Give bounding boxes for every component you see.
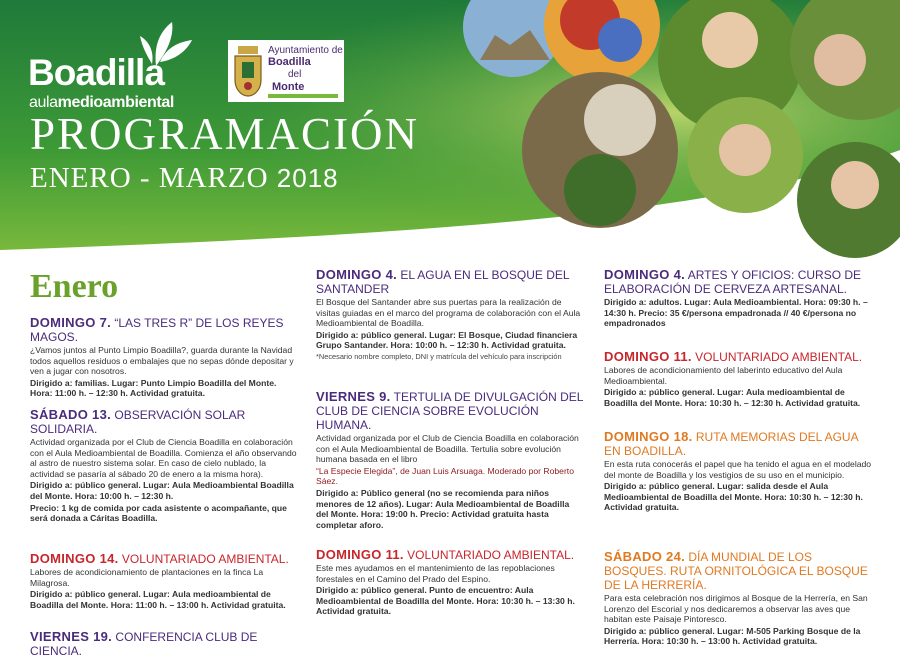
event-title: VOLUNTARIADO AMBIENTAL. xyxy=(121,552,289,566)
event-date: DOMINGO 4. xyxy=(316,267,398,282)
event-description: En esta ruta conocerás el papel que ha tenido el agua en el modelado del monte de Boadilla y los vestigios de su uso en el municipio. xyxy=(604,459,872,480)
event-heading xyxy=(30,408,298,436)
subtitle-year: 2018 xyxy=(276,163,339,193)
event-date: DOMINGO 11. xyxy=(604,349,692,364)
event-date: DOMINGO 14. xyxy=(30,551,119,566)
logo-wordmark: Boadilla xyxy=(28,52,164,93)
event-info: Dirigido a: público general. Lugar: salida desde el Aula Medioambiental de Boadilla del Monte. Hora: 10:30 h. – 12:30 h. Actividad gratuita. xyxy=(604,481,863,513)
event-title: TERTULIA DE DIVULGACIÓN DEL CLUB DE CIENCIA SOBRE EVOLUCIÓN HUMANA. xyxy=(316,390,584,432)
event-title: CONFERENCIA CLUB DE CIENCIA. xyxy=(30,630,258,658)
event-description: Actividad organizada por el Club de Ciencia Boadilla en colaboración con el Aula Medioambiental de Boadilla. Tertulia sobre evolución humana basada en el libro xyxy=(316,433,579,465)
event-domingo-18 xyxy=(604,430,872,513)
event-heading xyxy=(316,548,584,562)
event-description: Labores de acondicionamiento del laberinto educativo del Aula Medioambiental. xyxy=(604,365,843,386)
event-date: DOMINGO 4. xyxy=(604,267,686,282)
event-title: VOLUNTARIADO AMBIENTAL. xyxy=(695,350,863,364)
ayto-line2: Boadilla xyxy=(268,56,311,68)
event-heading xyxy=(604,350,872,364)
event-sabado-13 xyxy=(30,408,298,524)
event-date: SÁBADO 24. xyxy=(604,549,686,564)
event-description: El Bosque del Santander abre sus puertas para la realización de visitas guiadas en el marco del programa de colaboración con el Aula Medioambiental de Boadilla. xyxy=(316,297,581,329)
event-domingo-4-cerveza xyxy=(604,268,872,329)
event-domingo-11-repoblaciones xyxy=(316,548,584,617)
subtitle-months: ENERO - MARZO xyxy=(30,162,269,194)
event-info: Dirigido a: público general. Lugar: Aula medioambiental de Boadilla del Monte. Hora: 10:30 h. – 12:30 h. Actividad gratuita. xyxy=(604,387,861,408)
event-book-reference: “La Especie Elegida”, de Juan Luis Arsuaga. Moderado por Roberto Sáez. xyxy=(316,465,574,487)
event-date: VIERNES 19. xyxy=(30,629,113,644)
event-heading xyxy=(30,552,298,566)
logo-sub-a: aula xyxy=(29,94,58,111)
event-heading xyxy=(30,630,298,658)
coat-of-arms-icon xyxy=(232,44,264,98)
ayto-accent-bar xyxy=(268,94,338,98)
ayuntamiento-logo xyxy=(228,40,344,102)
event-info: Dirigido a: público general. Lugar: El Bosque, Ciudad financiera Grupo Santander. Hora: 10:00 h. – 12:30 h. Actividad gratuita. xyxy=(316,329,578,351)
event-title: EL AGUA EN EL BOSQUE DEL SANTANDER xyxy=(316,268,570,296)
event-sabado-24 xyxy=(604,550,872,647)
event-heading xyxy=(30,316,298,344)
event-domingo-4-agua xyxy=(316,268,584,368)
event-heading xyxy=(316,390,584,432)
page-title: PROGRAMACIÓN xyxy=(30,109,420,159)
event-heading xyxy=(604,268,872,296)
event-description: Para esta celebración nos dirigimos al Bosque de la Herrería, en San Lorenzo del Escorial y nos dedicaremos a observar las aves que habitan este Paisaje Pintoresco. xyxy=(604,593,868,625)
ayto-line4: Monte xyxy=(272,81,305,93)
event-title: DÍA MUNDIAL DE LOS BOSQUES. RUTA ORNITOLÓGICA EL BOSQUE DE LA HERRERÍA. xyxy=(604,550,868,592)
event-description: ¿Vamos juntos al Punto Limpio Boadilla?, guarda durante la Navidad todos aquellos residuos o embalajes que no sepas dónde depositar y ven a jugar con nosotros. xyxy=(30,345,294,377)
event-info: Dirigido a: Público general (no se recomienda para niños menores de 12 años). Lugar: Aula Medioambiental de Boadilla del Monte. Hora: 19:00 h. Precio: Actividad gratuita hasta completar aforo. xyxy=(316,487,570,530)
event-date: DOMINGO 11. xyxy=(316,547,404,562)
event-title: RUTA MEMORIAS DEL AGUA EN BOADILLA. xyxy=(604,430,858,458)
logo-sub-b: medioambiental xyxy=(57,94,174,111)
event-heading xyxy=(604,550,872,592)
event-viernes-19 xyxy=(30,630,298,658)
event-viernes-9 xyxy=(316,390,584,530)
ayto-line1: Ayuntamiento de xyxy=(268,45,343,56)
event-domingo-14 xyxy=(30,552,298,610)
event-domingo-7 xyxy=(30,316,298,399)
event-title: OBSERVACIÓN SOLAR SOLIDARIA. xyxy=(30,408,246,436)
event-date: VIERNES 9. xyxy=(316,389,391,404)
event-title: “LAS TRES R” DE LOS REYES MAGOS. xyxy=(30,316,284,344)
event-title: ARTES Y OFICIOS: CURSO DE ELABORACIÓN DE CERVEZA ARTESANAL. xyxy=(604,268,862,296)
event-domingo-11-laberinto xyxy=(604,350,872,408)
event-title: VOLUNTARIADO AMBIENTAL. xyxy=(407,548,575,562)
event-heading xyxy=(316,268,584,296)
page-subtitle xyxy=(30,162,339,195)
event-note: *Necesario nombre completo, DNI y matrícula del vehículo para inscripción xyxy=(316,351,562,361)
event-date: SÁBADO 13. xyxy=(30,407,112,422)
event-info: Dirigido a: público general. Lugar: Aula Medioambiental Boadilla del Monte. Hora: 10:00 h. – 12:30 h. xyxy=(30,480,294,501)
header-banner xyxy=(0,0,900,262)
event-price: Precio: 1 kg de comida por cada asistente o acompañante, que será donada a Cáritas Boadilla. xyxy=(30,502,287,524)
event-heading xyxy=(604,430,872,458)
event-description: Labores de acondicionamiento de plantaciones en la finca La Milagrosa. xyxy=(30,567,264,588)
event-description: Actividad organizada por el Club de Ciencia Boadilla en colaboración con el Aula Medioambiental de Boadilla. Comienza el año observando al astro de nuestro sistema solar. En caso de cielo nublado, la actividad se pasaría al sábado 20 de enero a la misma hora). xyxy=(30,437,297,479)
event-date: DOMINGO 18. xyxy=(604,429,693,444)
event-info: Dirigido a: familias. Lugar: Punto Limpio Boadilla del Monte. Hora: 11:00 h. – 12:30 h. Actividad gratuita. xyxy=(30,377,277,399)
event-info: Dirigido a: público general. Punto de encuentro: Aula Medioambiental de Boadilla del Monte. Hora: 10:30 h. – 13:30 h. Actividad gratuita. xyxy=(316,585,575,617)
event-info: Dirigido a: público general. Lugar: Aula medioambiental de Boadilla del Monte. Hora: 11:00 h. – 13:00 h. Actividad gratuita. xyxy=(30,589,286,610)
event-info: Dirigido a: público general. Lugar: M-505 Parking Bosque de la Herrería. Hora: 10:30 h. – 13:00 h. Actividad gratuita. xyxy=(604,625,861,647)
aula-medioambiental-logo xyxy=(26,16,226,112)
month-heading-enero: Enero xyxy=(30,268,119,305)
ayto-line3: del xyxy=(288,69,302,80)
event-description: Este mes ayudamos en el mantenimiento de las repoblaciones forestales en el Camino del Prado del Espino. xyxy=(316,563,555,584)
event-info: Dirigido a: adultos. Lugar: Aula Medioambiental. Hora: 09:30 h. – 14:30 h. Precio: 35 €/persona empadronada // 40 €/persona no empadronados xyxy=(604,297,868,329)
event-date: DOMINGO 7. xyxy=(30,315,112,330)
